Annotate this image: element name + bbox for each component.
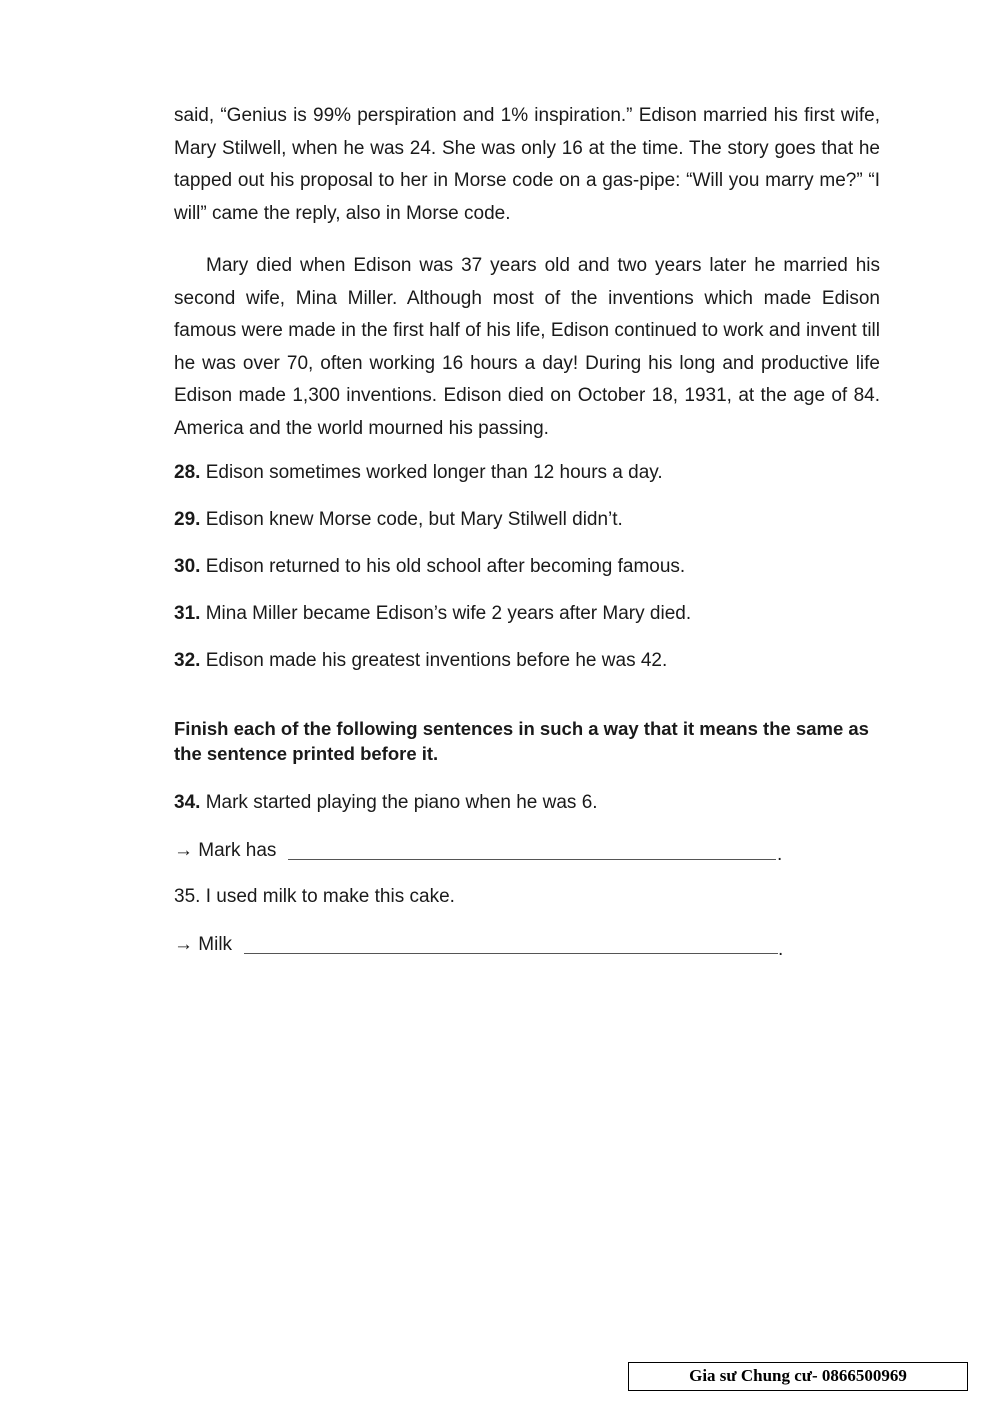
rewrite-number: 34. (174, 792, 201, 813)
answer-end-35: . (778, 939, 784, 960)
statement-number: 28. (174, 462, 201, 483)
answer-prompt-34: → Mark has (174, 840, 277, 861)
statement-29 (174, 507, 623, 533)
statement-number: 30. (174, 556, 201, 577)
statement-number: 32. (174, 650, 201, 671)
statement-text: Edison returned to his old school after becoming famous. (205, 556, 686, 577)
answer-line-34[interactable] (288, 859, 776, 860)
passage-paragraph-2: Mary died when Edison was 37 years old and two years later he married his second wife, Mina Miller. Although most of the inventions which made Edison famous were made in the first half of his life, Edison continued to work and invent till he was over 70, often working 16 hours a day! During his long and productive life Edison made 1,300 inventions. Edison died on October 18, 1931, at the age of 84. America and the world mourned his passing. (174, 255, 880, 439)
passage-paragraph-1: said, “Genius is 99% perspiration and 1% inspiration.” Edison married his first wife, Mary Stilwell, when he was 24. She was only 16 at the time. The story goes that he tapped out his proposal to her in Morse code on a gas-pipe: “Will you marry me?” “I will” came the reply, also in Morse code. (174, 105, 880, 224)
answer-end-34: . (777, 844, 783, 865)
rewrite-item-34 (174, 790, 598, 816)
statement-number: 31. (174, 603, 201, 624)
rewrite-sentence: Mark started playing the piano when he was 6. (205, 792, 598, 813)
statement-text: Mina Miller became Edison’s wife 2 years after Mary died. (205, 603, 692, 624)
statement-number: 29. (174, 509, 201, 530)
statement-text: Edison knew Morse code, but Mary Stilwell didn’t. (205, 509, 623, 530)
statement-32 (174, 648, 667, 674)
rewrite-sentence: I used milk to make this cake. (205, 886, 455, 907)
rewrite-instruction: Finish each of the following sentences in such a way that it means the same as the sentence printed before it. (174, 718, 869, 764)
statement-text: Edison sometimes worked longer than 12 hours a day. (205, 462, 663, 483)
statement-31 (174, 601, 691, 627)
answer-line-35[interactable] (244, 953, 778, 954)
rewrite-item-35 (174, 884, 455, 910)
statement-28 (174, 460, 663, 486)
statement-30 (174, 554, 685, 580)
statement-text: Edison made his greatest inventions before he was 42. (205, 650, 668, 671)
footer-contact-box: Gia sư Chung cư- 0866500969 (628, 1362, 968, 1391)
answer-prompt-35: → Milk (174, 934, 233, 955)
rewrite-number: 35. (174, 886, 201, 907)
